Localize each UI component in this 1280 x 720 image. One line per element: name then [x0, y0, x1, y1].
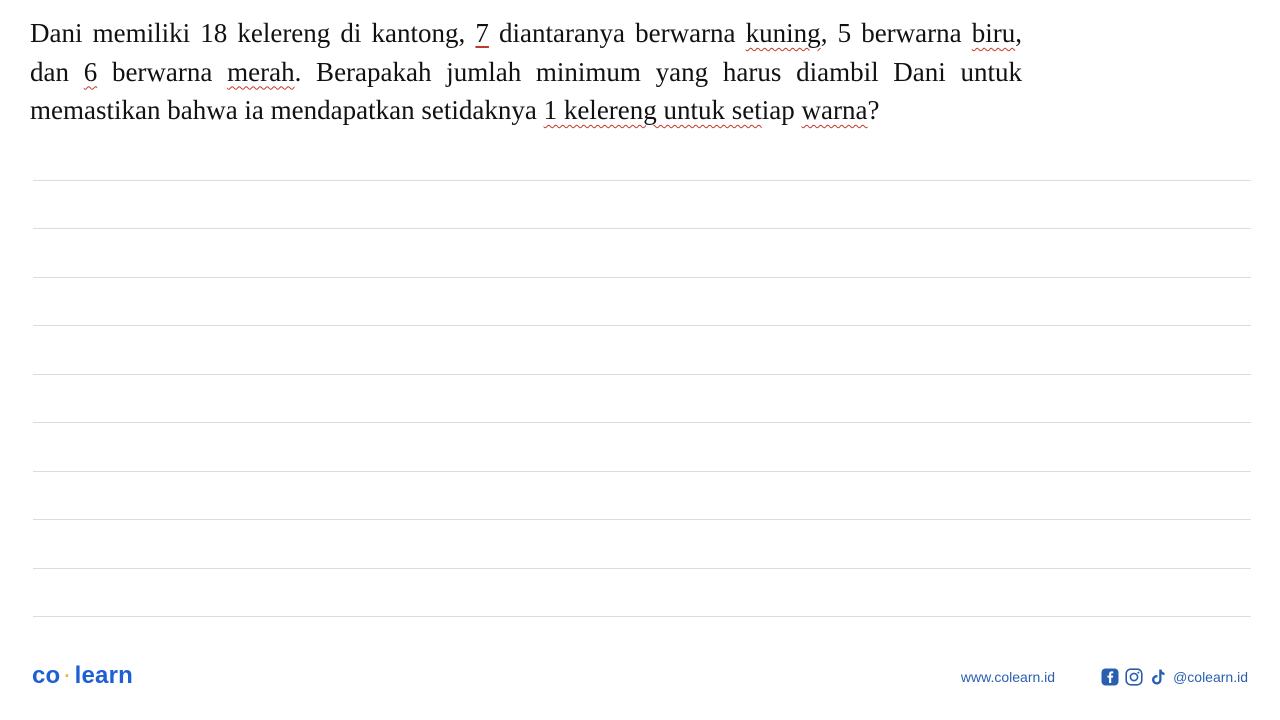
logo-co: co: [32, 662, 61, 689]
instagram-icon[interactable]: [1125, 668, 1143, 686]
ruled-line: [33, 180, 1251, 181]
ruled-lines: [33, 0, 1251, 720]
ruled-line: [33, 568, 1251, 569]
question-segment: Dani memiliki 18 kelereng di kantong,: [30, 18, 476, 48]
ruled-line: [33, 325, 1251, 326]
social-icons: [1101, 668, 1167, 686]
question-segment: , 5 berwarna: [820, 18, 972, 48]
ruled-line: [33, 277, 1251, 278]
ruled-line: [33, 228, 1251, 229]
ruled-line: [33, 471, 1251, 472]
question-segment: . Berapakah jumlah minimum yang harus diambil Dani untuk memastikan bahwa ia mendapatkan setidaknya: [30, 56, 1023, 125]
social-handle[interactable]: @colearn.id: [1173, 669, 1248, 685]
ruled-line: [33, 422, 1251, 423]
annotation-biru: biru: [971, 18, 1016, 48]
question-segment: berwarna: [97, 56, 228, 87]
annotation-phrase: 1 kelereng untuk set: [543, 95, 762, 125]
ruled-line: [33, 616, 1251, 617]
question-segment: ?: [867, 95, 880, 125]
website-link[interactable]: www.colearn.id: [960, 669, 1056, 685]
question-segment: , dan: [30, 18, 1022, 87]
annotation-kuning: kuning: [745, 18, 821, 48]
colearn-logo: [32, 662, 133, 690]
logo-learn: learn: [74, 662, 133, 689]
ruled-line: [33, 519, 1251, 520]
annotation-underline-6: 6: [83, 56, 98, 87]
question-segment: iap: [761, 95, 802, 125]
facebook-icon[interactable]: [1101, 668, 1119, 686]
logo-dot-icon: ·: [64, 665, 71, 686]
tiktok-icon[interactable]: [1149, 668, 1167, 686]
annotation-warna: warna: [801, 95, 868, 125]
annotation-merah: merah: [227, 56, 295, 87]
annotation-underline-7: 7: [475, 18, 489, 48]
footer-contact: [961, 668, 1248, 686]
ruled-line: [33, 374, 1251, 375]
question-segment: diantaranya berwarna: [488, 18, 746, 48]
